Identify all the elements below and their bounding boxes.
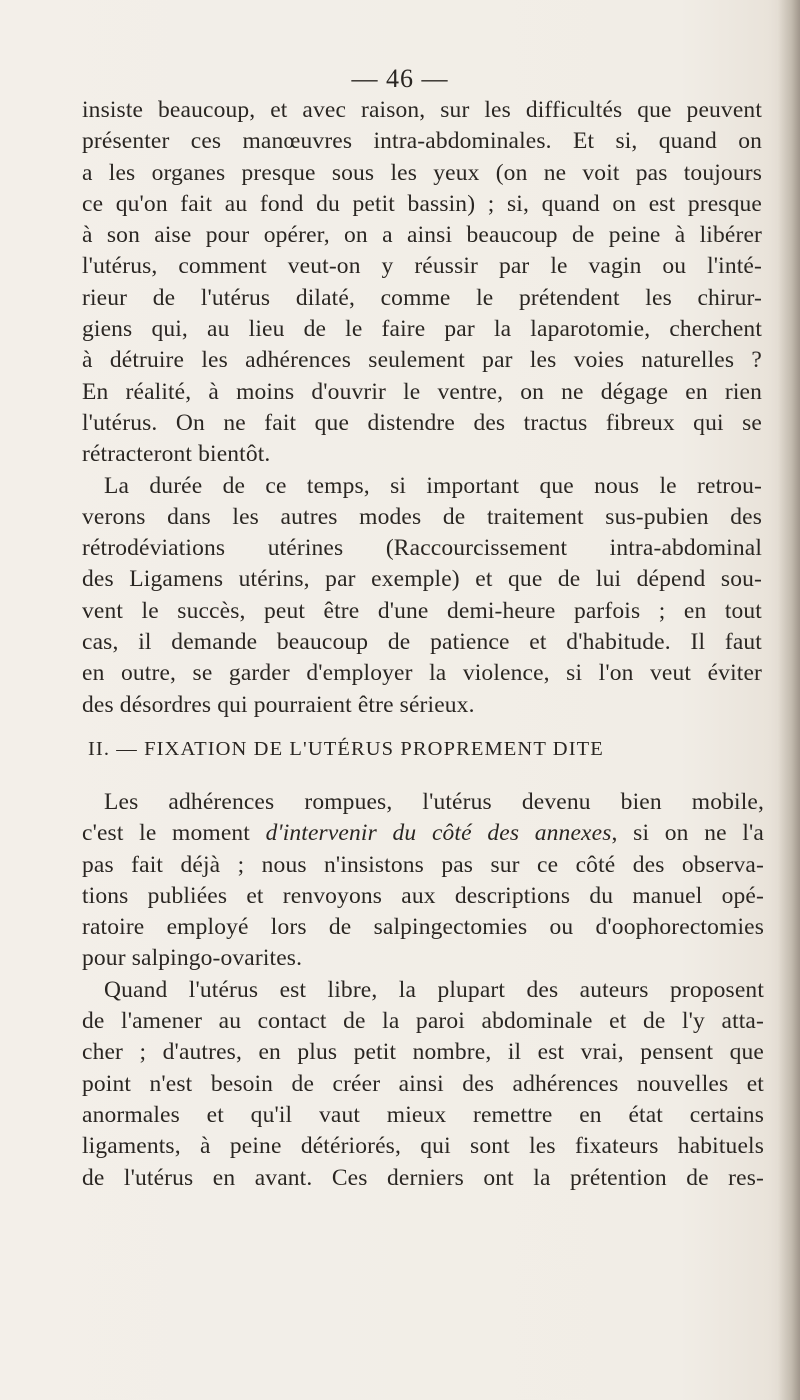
text-line: l'utérus. On ne fait que distendre des tractus fibreux qui se xyxy=(82,409,762,436)
text-span: , si on ne l'a xyxy=(611,820,764,847)
text-line: giens qui, au lieu de le faire par la laparotomie, cherchent xyxy=(82,316,762,343)
text-line: pour salpingo-ovarites. xyxy=(82,945,303,972)
body-text-bottom xyxy=(82,787,764,1194)
text-line: a les organes presque sous les yeux (on ne voit pas toujours xyxy=(82,159,762,186)
text-line: rétracteront bientôt. xyxy=(82,441,271,468)
text-line: tions publiées et renvoyons aux descriptions du manuel opé- xyxy=(82,882,764,909)
text-line: En réalité, à moins d'ouvrir le ventre, on ne dégage en rien xyxy=(82,378,762,405)
text-line: pas fait déjà ; nous n'insistons pas sur ce côté des observa- xyxy=(82,851,764,878)
text-line: l'utérus, comment veut-on y réussir par le vagin ou l'inté- xyxy=(82,253,762,280)
text-line: cher ; d'autres, en plus petit nombre, il est vrai, pensent que xyxy=(82,1039,764,1066)
text-line: ligaments, à peine détériorés, qui sont les fixateurs habituels xyxy=(82,1133,764,1160)
text-line: cas, il demande beaucoup de patience et d'habitude. Il faut xyxy=(82,629,762,656)
body-text-top xyxy=(82,95,762,721)
text-line: verons dans les autres modes de traitement sus-pubien des xyxy=(82,503,762,530)
page-number: — 46 — xyxy=(351,64,449,93)
text-line: des Ligamens utérins, par exemple) et que de lui dépend sou- xyxy=(82,566,762,593)
text-line: Les adhérences rompues, l'utérus devenu bien mobile, xyxy=(104,789,764,815)
text-line: à détruire les adhérences seulement par les voies naturelles ? xyxy=(82,347,762,374)
text-line: rieur de l'utérus dilaté, comme le prétendent les chirur- xyxy=(82,284,762,311)
text-line: La durée de ce temps, si important que nous le retrou- xyxy=(104,472,762,499)
text-line: ce qu'on fait au fond du petit bassin) ; si, quand on est presque xyxy=(82,190,762,217)
text-line: Quand l'utérus est libre, la plupart des auteurs proposent xyxy=(104,976,764,1003)
emphasis-text: d'intervenir du côté des annexes xyxy=(265,820,612,847)
text-line-with-emphasis xyxy=(82,818,764,849)
text-line: à son aise pour opérer, on a ainsi beaucoup de peine à libérer xyxy=(82,222,762,249)
text-line: en outre, se garder d'employer la violence, si l'on veut éviter xyxy=(82,660,762,687)
text-line: rétrodéviations utérines (Raccourcissement intra-abdominal xyxy=(82,535,762,562)
text-line: de l'amener au contact de la paroi abdominale et de l'y atta- xyxy=(82,1008,764,1035)
section-heading: II. — FIXATION DE L'UTÉRUS PROPREMENT DITE xyxy=(88,738,604,760)
text-line: présenter ces manœuvres intra-abdominales. Et si, quand on xyxy=(82,128,762,155)
text-line: insiste beaucoup, et avec raison, sur les difficultés que peuvent xyxy=(82,97,762,123)
text-line: anormales et qu'il vaut mieux remettre en état certains xyxy=(82,1101,764,1128)
text-line: vent le succès, peut être d'une demi-heure parfois ; en tout xyxy=(82,597,762,624)
text-span: c'est le moment xyxy=(82,820,266,847)
page-edge-shadow xyxy=(778,0,800,1400)
text-line: des désordres qui pourraient être sérieux. xyxy=(82,691,475,718)
text-line: point n'est besoin de créer ainsi des adhérences nouvelles et xyxy=(82,1070,764,1097)
text-line: de l'utérus en avant. Ces derniers ont la prétention de res- xyxy=(82,1164,764,1191)
text-line: ratoire employé lors de salpingectomies ou d'oophorectomies xyxy=(82,914,764,941)
